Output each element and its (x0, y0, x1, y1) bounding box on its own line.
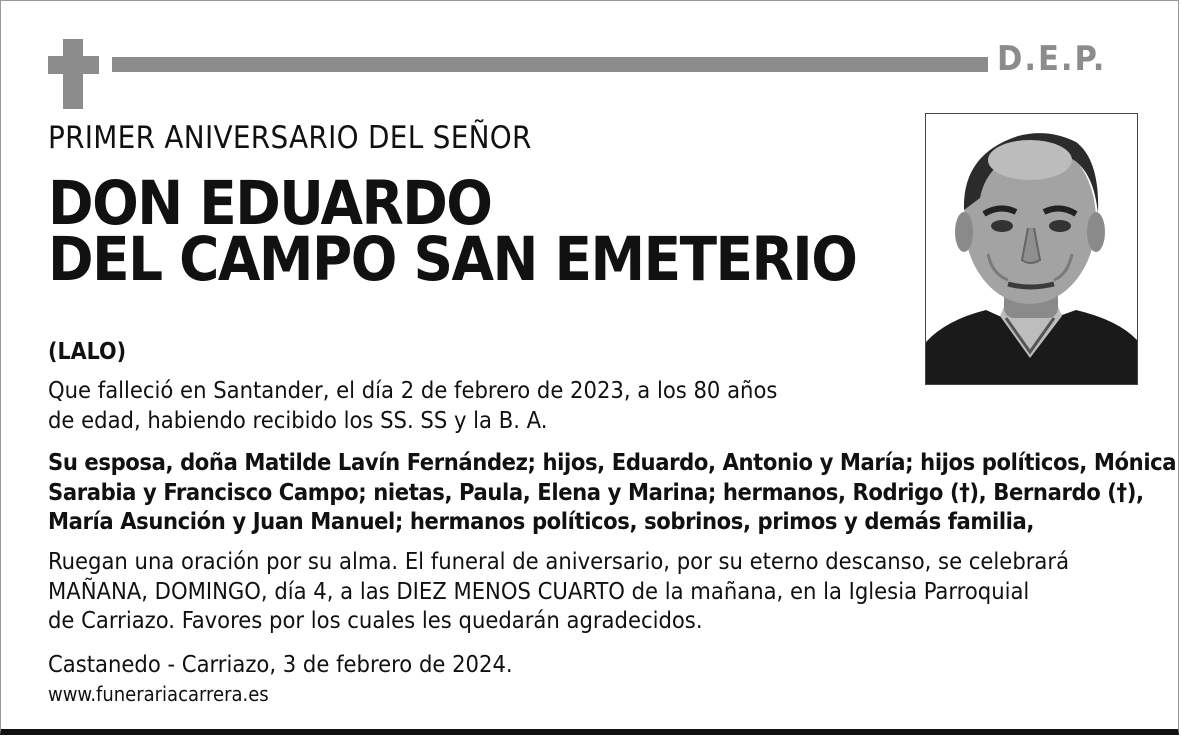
funeral-request-line: Ruegan una oración por su alma. El funeral de aniversario, por su eterno descanso, se celebrará (48, 547, 1070, 575)
dep-label: D.E.P. (997, 39, 1107, 79)
portrait-photo (925, 113, 1138, 385)
place-date: Castanedo - Carriazo, 3 de febrero de 2024. (48, 650, 513, 678)
family-list (48, 448, 1176, 537)
nickname: (LALO) (48, 339, 127, 365)
death-details-line: de edad, habiendo recibido los SS. SS y la B. A. (48, 405, 548, 434)
header-rule (112, 57, 988, 72)
family-line: Su esposa, doña Matilde Lavín Fernández; hijos, Eduardo, Antonio y María; hijos políticos, Mónica (48, 448, 1177, 476)
death-details (48, 376, 777, 435)
family-line: María Asunción y Juan Manuel; hermanos políticos, sobrinos, primos y demás familia, (48, 507, 1035, 535)
deceased-name-line2: DEL CAMPO SAN EMETERIO (48, 224, 857, 295)
website-text: www.funerariacarrera.es (48, 682, 269, 706)
funeral-request-line: de Carriazo. Favores por los cuales les quedarán agradecidos. (48, 606, 703, 634)
notice-heading: PRIMER ANIVERSARIO DEL SEÑOR (48, 120, 532, 156)
funeral-request-line: MAÑANA, DOMINGO, día 4, a las DIEZ MENOS CUARTO de la mañana, en la Iglesia Parroquial (48, 576, 1030, 605)
deceased-name-line1: DON EDUARDO (48, 168, 492, 239)
family-line: Sarabia y Francisco Campo; nietas, Paula, Elena y Marina; hermanos, Rodrigo (†), Bernardo (†), (48, 477, 1144, 506)
funeral-request (48, 547, 1069, 636)
death-details-line: Que falleció en Santander, el día 2 de febrero de 2023, a los 80 años (48, 376, 778, 404)
